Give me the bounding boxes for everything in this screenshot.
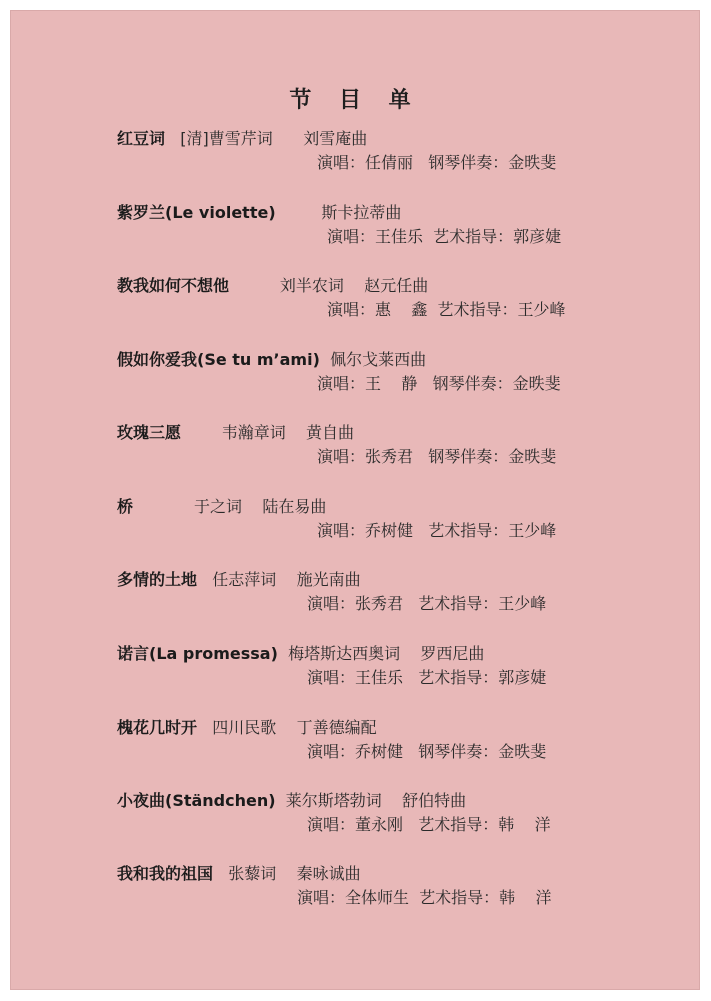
program-entry	[117, 274, 677, 334]
entry-heading	[117, 568, 361, 592]
entry-heading	[117, 421, 354, 445]
song-title: 紫罗兰(Le violette)	[117, 203, 276, 222]
song-credits: 韦瀚章词 黄自曲	[181, 423, 355, 442]
entry-heading	[117, 495, 326, 519]
song-performers: 演唱：乔树健 钢琴伴奏：金昳斐	[307, 742, 547, 761]
program-entry	[117, 127, 677, 187]
program-entry	[117, 862, 677, 922]
song-credits: 任志萍词 施光南曲	[197, 570, 361, 589]
program-entry	[117, 789, 677, 849]
song-credits: 四川民歌 丁善德编配	[197, 718, 377, 737]
song-credits: 张藜词 秦咏诚曲	[213, 864, 361, 883]
song-title: 诺言(La promessa)	[117, 644, 278, 663]
song-performers: 演唱：任倩丽 钢琴伴奏：金昳斐	[317, 153, 557, 172]
song-title: 玫瑰三愿	[117, 423, 182, 442]
song-title: 教我如何不想他	[117, 276, 230, 295]
entry-heading	[117, 862, 361, 886]
entry-heading	[117, 127, 367, 151]
song-title: 我和我的祖国	[117, 864, 214, 883]
song-credits: 佩尔戈莱西曲	[319, 350, 427, 369]
program-title: 节 目 单	[289, 87, 421, 113]
song-title: 假如你爱我(Se tu m’ami)	[117, 350, 320, 369]
song-title: 红豆词	[117, 129, 166, 148]
entry-heading	[117, 789, 466, 813]
entry-heading	[117, 642, 484, 666]
program-entry	[117, 495, 677, 555]
song-title: 小夜曲(Ständchen)	[117, 791, 276, 810]
song-credits: 刘半农词 赵元任曲	[229, 276, 429, 295]
entry-heading	[117, 348, 426, 372]
song-title: 槐花几时开	[117, 718, 198, 737]
song-performers: 演唱：张秀君 艺术指导：王少峰	[307, 594, 547, 613]
song-title: 多情的土地	[117, 570, 198, 589]
entry-heading	[117, 274, 428, 298]
program-entry	[117, 642, 677, 702]
program-entry	[117, 201, 677, 261]
song-performers: 演唱：董永刚 艺术指导：韩 洋	[307, 815, 551, 834]
program-entry	[117, 421, 677, 481]
entry-heading	[117, 716, 377, 740]
song-performers: 演唱：乔树健 艺术指导：王少峰	[317, 521, 557, 540]
song-credits: 斯卡拉蒂曲	[275, 203, 402, 222]
song-performers: 演唱：王 静 钢琴伴奏：金昳斐	[317, 374, 561, 393]
song-credits: [清]曹雪芹词 刘雪庵曲	[165, 129, 368, 148]
song-title: 桥	[117, 497, 134, 516]
song-credits: 梅塔斯达西奥词 罗西尼曲	[277, 644, 485, 663]
song-performers: 演唱：王佳乐 艺术指导：郭彦婕	[307, 668, 547, 687]
program-page	[10, 10, 700, 990]
song-performers: 演唱：全体师生 艺术指导：韩 洋	[297, 888, 552, 907]
entry-heading	[117, 201, 401, 225]
song-performers: 演唱：王佳乐 艺术指导：郭彦婕	[327, 227, 562, 246]
song-performers: 演唱：张秀君 钢琴伴奏：金昳斐	[317, 447, 557, 466]
program-entry	[117, 348, 677, 408]
song-credits: 莱尔斯塔勃词 舒伯特曲	[275, 791, 467, 810]
program-entry	[117, 716, 677, 776]
song-credits: 于之词 陆在易曲	[133, 497, 327, 516]
program-entry	[117, 568, 677, 628]
song-performers: 演唱：惠 鑫 艺术指导：王少峰	[327, 300, 566, 319]
